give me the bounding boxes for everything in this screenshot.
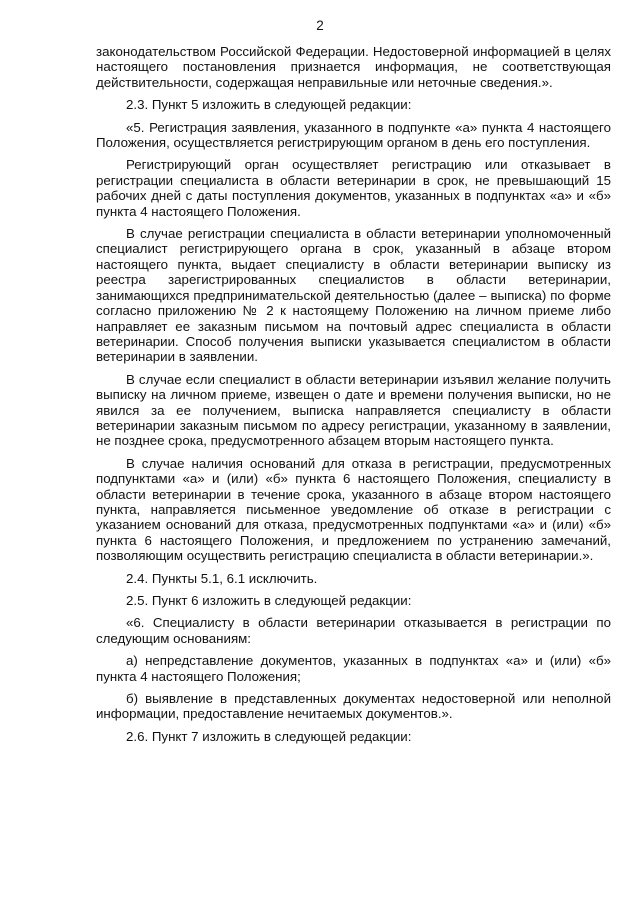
paragraph-registration-extract: В случае регистрации специалиста в области ветеринарии уполномоченный специалист регистрирующего органа в срок, указанный в абзаце втором настоящего пункта, выдает специалисту в области ветеринарии выписку из реестра зарегистрированных специалистов в области ветеринарии, занимающихся предпринимательской деятельностью (далее – выписка) по форме согласно приложению № 2 к настоящему Положению на личном приеме либо направляет ее заказным письмом на почтовый адрес специалиста в области ветеринарии. Способ получения выписки указывается специалистом в области ветеринарии в заявлении.	[96, 226, 611, 365]
paragraph-item-2-4: 2.4. Пункты 5.1, 6.1 исключить.	[126, 570, 318, 586]
paragraph-refusal-notice: В случае наличия оснований для отказа в регистрации, предусмотренных подпунктами «а» и (или) «б» пункта 6 настоящего Положения, специалисту в области ветеринарии в течение срока, указанного в абзаце втором настоящего пункта, направляется письменное уведомление об отказе в регистрации с указанием оснований для отказа, предусмотренных подпунктами «а» и (или) «б» пункта 6 настоящего Положения, и предложением по устранению замечаний, позволяющим осуществить регистрацию специалиста в области ветеринарии.».	[96, 455, 611, 564]
paragraph-registration-term: Регистрирующий орган осуществляет регистрацию или отказывает в регистрации специалиста в области ветеринарии в срок, не превышающий 15 рабочих дней с даты поступления документов, указанных в подпунктах «а» и «б» пункта 4 настоящего Положения.	[96, 157, 611, 219]
paragraph-subpoint-b: б) выявление в представленных документах недостоверной или неполной информации, предоставление нечитаемых документов.».	[96, 691, 611, 722]
paragraph-point-5-intro: «5. Регистрация заявления, указанного в подпункте «а» пункта 4 настоящего Положения, осуществляется регистрирующим органом в день его поступления.	[96, 119, 611, 151]
paragraph-personal-reception: В случае если специалист в области ветеринарии изъявил желание получить выписку на личном приеме, извещен о дате и времени получения выписки, но не явился за ее получением, выписка направляется специалисту в области ветеринарии заказным письмом по адресу регистрации, указанному в заявлении, не позднее срока, предусмотренного абзацем вторым настоящего пункта.	[96, 371, 611, 449]
paragraph-item-2-5: 2.5. Пункт 6 изложить в следующей редакции:	[126, 593, 412, 608]
paragraph-subpoint-a: а) непредставление документов, указанных в подпунктах «а» и (или) «б» пункта 4 настоящего Положения;	[96, 653, 611, 684]
document-body	[96, 44, 611, 751]
paragraph-item-2-3: 2.3. Пункт 5 изложить в следующей редакции:	[126, 97, 412, 113]
page-number: 2	[316, 18, 324, 33]
paragraph-point-6-intro: «6. Специалисту в области ветеринарии отказывается в регистрации по следующим основаниям:	[96, 615, 611, 646]
paragraph-item-2-6: 2.6. Пункт 7 изложить в следующей редакции:	[126, 728, 412, 744]
paragraph-continuation: законодательством Российской Федерации. Недостоверной информацией в целях настоящего постановления признается информация, не соответствующая действительности, содержащая неправильные или неточные сведения.».	[96, 44, 611, 90]
